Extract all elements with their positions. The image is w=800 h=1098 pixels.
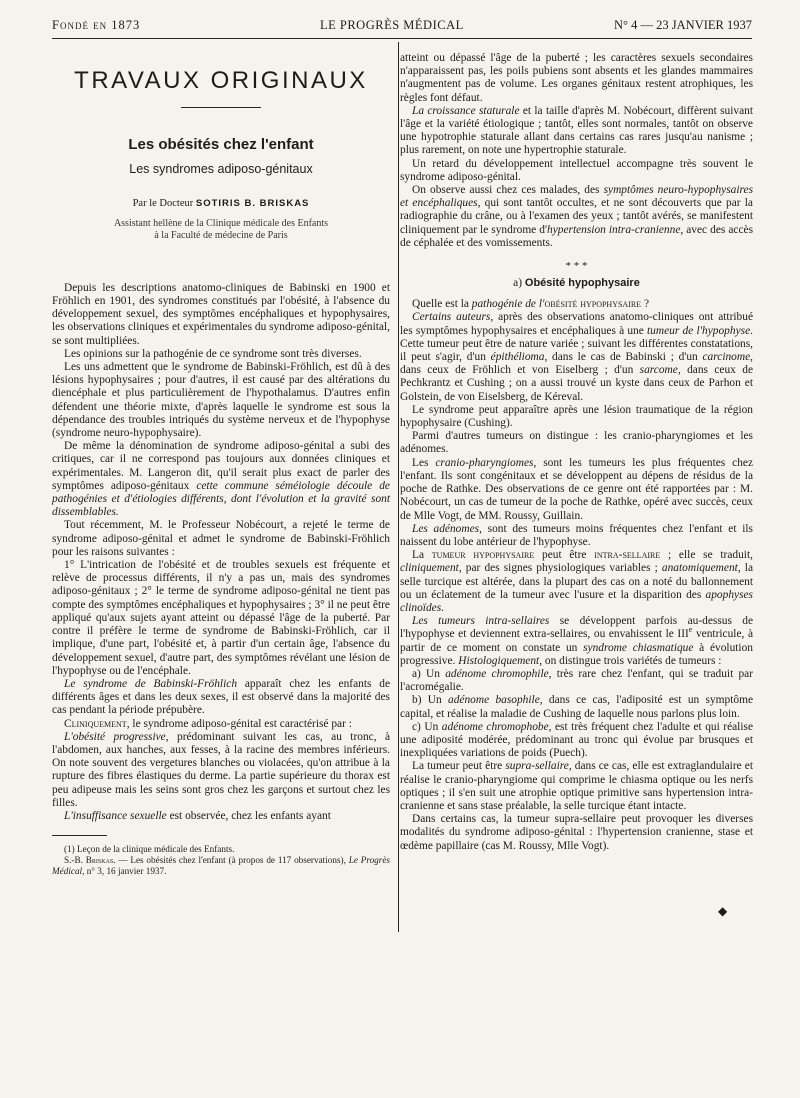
byline-prefix: Par le Docteur xyxy=(132,197,194,209)
text-run: est observée, chez les enfants ayant xyxy=(166,809,331,822)
text-run: , dans ce cas, elle est extraglandulaire et réalise le cranio-pharyngiome qui comprime le chiasma optique ou les nerfs optiques ; il s'en suit une atrophie optique primitive sans hypertension intra-cranienne et sans stase préalable, la selle turcique étant intacte. xyxy=(400,760,753,812)
subsection-title: Obésité hypophysaire xyxy=(524,277,640,290)
text-run: , dans ce cas, l'adiposité est un symptôme capital, et réalise la maladie de Cushing de laquelle nous parlons plus loin. xyxy=(400,694,753,720)
text-run: ? xyxy=(641,298,649,311)
smallcaps-run: Briskas xyxy=(85,855,114,866)
paragraph xyxy=(52,678,390,718)
text-run: et la taille d'après M. Nobécourt, diffèrent suivant l'âge et la variété étiologique ; tantôt, elles sont normales, tantôt on observe une hypotrophie staturale allant dans certains cas rares jusqu'au nanisme ; plus rarement, on note une hypertrophie staturale. xyxy=(400,104,753,157)
italic-run: supra-sellaire xyxy=(505,760,569,773)
text-run: a) Un xyxy=(412,667,446,680)
paragraph: Les uns admettent que le syndrome de Babinski-Fröhlich, est dû à des lésions hypophysaires ; pour d'autres, il est causé par des altérations du diencéphale et plus particulièrement de l'hypothalamus. D'autres enfin défendent une théorie mixte, d'après laquelle le syndrome est sous la dépendance des troubles intriqués du système nerveux et de l'hypophyse (syndrome neuro-hypophysaire). xyxy=(52,361,390,440)
affiliation-line: à la Faculté de médecine de Paris xyxy=(154,229,288,241)
paragraph xyxy=(52,810,390,823)
paragraph: Les opinions sur la pathogénie de ce syndrome sont très diverses. xyxy=(64,347,362,360)
text-run: . — Les obésités chez l'enfant (à propos de 117 observations), xyxy=(113,855,349,866)
text-run: . Cette tumeur peut être de nature variée ; suivant les différentes constatations, il peut s'agir, d'un xyxy=(400,324,753,364)
end-mark-icon: ◆ xyxy=(718,904,728,918)
text-run: Les xyxy=(412,456,436,469)
superscript: e xyxy=(688,625,693,635)
text-run: , sont les tumeurs les plus fréquentes chez l'enfant. Ils sont congénitaux et se développent au dépens de résidus de la poche de Rathke. Des observations de ce genre ont été rapportées par : M. Nobécourt, un cas de tumeur de la poche de Rathke, opéré avec succès, ceux de Mlle Vogt, de MM. Roussy, Guillain. xyxy=(400,456,754,522)
paragraph xyxy=(400,105,753,158)
paragraph xyxy=(52,718,390,731)
italic-run: adénome basophile xyxy=(448,694,540,707)
subsection-heading xyxy=(400,277,753,290)
paragraph: Tout récemment, M. le Professeur Nobécourt, a rejeté le terme de syndrome adiposo-génital et admet le syndrome de Babinski-Fröhlich pour les raisons suivantes : xyxy=(52,519,390,558)
italic-run: hypertension intra-cranienne xyxy=(547,223,681,236)
journal-name: LE PROGRÈS MÉDICAL xyxy=(320,18,464,32)
italic-run: cliniquement xyxy=(400,562,459,575)
paragraph xyxy=(52,731,390,810)
text-run: , on distingue trois variétés de tumeurs : xyxy=(539,654,722,667)
text-run: ; elle se traduit, xyxy=(660,549,753,562)
paragraph xyxy=(400,615,753,668)
text-run: peut être xyxy=(534,549,595,562)
text-run: c) Un xyxy=(412,720,442,733)
subsection-letter: a) xyxy=(513,277,523,290)
text-run: b) Un xyxy=(412,694,449,707)
paragraph xyxy=(400,298,753,311)
footnote-rule xyxy=(52,835,107,836)
smallcaps-run: tumeur hypophysaire xyxy=(431,549,535,562)
paragraph: atteint ou dépassé l'âge de la puberté ; les caractères sexuels secondaires n'apparaissent pas, les poils pubiens sont absents et les glandes mammaires n'augmentent pas de volume. Les organes génitaux restent atrophiques, les règles font défaut. xyxy=(400,52,753,104)
right-column xyxy=(400,52,753,853)
paragraph xyxy=(400,694,753,720)
text-run: On observe aussi chez ces malades, des xyxy=(412,184,604,197)
affiliation-line: Assistant hellène de la Clinique médicale des Enfants xyxy=(113,217,329,229)
paragraph xyxy=(400,760,753,813)
text-run: , le syndrome adiposo-génital est caractérisé par : xyxy=(126,717,352,730)
left-column xyxy=(52,64,390,877)
header-rule xyxy=(52,38,752,39)
paragraph: Depuis les descriptions anatomo-cliniques de Babinski en 1900 et Fröhlich en 1901, des syndromes constitués par l'obésité, à l'absence du développement sexuel, des symptômes encéphaliques et hypophysaires, les observations cliniques et expérimentales du syndrome adiposo-génital, se sont multipliées. xyxy=(52,281,390,347)
paragraph: Un retard du développement intellectuel accompagne très souvent le syndrome adiposo-génital. xyxy=(400,157,753,183)
text-run: Quelle est la xyxy=(412,298,472,311)
text-run: , la selle turcique est altérée, dans la plupart des cas on a noté du ballonnement ou un éclatement de la tumeur avec l'usure et la disparition des xyxy=(400,562,753,601)
text-run: S.-B. xyxy=(64,855,86,866)
paragraph xyxy=(52,440,390,519)
article-subtitle: Les syndromes adiposo-génitaux xyxy=(129,162,313,177)
italic-run: Le syndrome de Babinski-Fröhlich xyxy=(64,677,238,690)
italic-run: adénome chromophobe xyxy=(441,720,549,733)
paragraph xyxy=(400,523,753,549)
italic-run: La croissance staturale xyxy=(412,104,520,117)
italic-run: syndrome chiasmatique xyxy=(583,641,694,654)
italic-run: cette commune séméiologie découle de pathogénies et d'étiologies différents, dont l'évolution et la gravité sont dissemblables. xyxy=(52,479,390,519)
italic-run: adénome chromophile xyxy=(445,667,549,680)
footnote-1: (1) Leçon de la clinique médicale des Enfants. xyxy=(64,844,235,855)
text-run: , après des observations anatomo-cliniques ont attribué les symptômes hypophysaires et encéphaliques à une xyxy=(400,311,753,337)
italic-run: cranio-pharyngiomes xyxy=(435,456,534,469)
text-run: , sont des tumeurs moins fréquentes chez l'enfant et ils naissent du lobe antérieur de l'hypophyse. xyxy=(400,522,753,548)
smallcaps-run: obésité hypophysaire xyxy=(544,298,642,311)
italic-run: anatomiquement xyxy=(661,562,738,575)
text-run: , dans ceux de Pechkrantz et Cushing ; on a aussi trouvé un kyste dans ceux de Parhon et Golstein, de von Eiselsberg, de Kéreval. xyxy=(400,364,753,403)
italic-run: carcinome xyxy=(702,351,751,364)
italic-run: sarcome xyxy=(639,364,678,377)
section-title: TRAVAUX ORIGINAUX xyxy=(74,67,368,94)
italic-run: Histologiquement xyxy=(458,654,540,667)
paragraph xyxy=(400,668,753,694)
byline xyxy=(52,197,390,210)
paragraph xyxy=(400,184,753,250)
text-run: La xyxy=(412,549,432,562)
author-name: SOTIRIS B. BRISKAS xyxy=(195,197,310,209)
article-title: Les obésités chez l'enfant xyxy=(128,136,314,154)
paragraph xyxy=(400,457,753,523)
paragraph: Le syndrome peut apparaître après une lésion traumatique de la région hypophysaire (Cushing). xyxy=(400,403,753,430)
title-rule xyxy=(181,107,261,108)
text-run: , très rare chez l'enfant, qui se traduit par l'acromégalie. xyxy=(400,667,754,694)
italic-run: Les tumeurs intra-sellaires xyxy=(412,615,550,628)
text-run: se développent parfois au-dessus de l'hypophyse et deviennent extra-sellaires, ou envahissent le III xyxy=(400,615,753,641)
italic-run: épithélioma xyxy=(490,351,545,364)
text-run: , dans ceux de Fröhlich et von Eiselberg ; d'un xyxy=(400,351,754,377)
paragraph xyxy=(400,721,753,761)
italic-run: apophyses clinoïdes xyxy=(400,588,753,614)
text-run: à évolution progressive. xyxy=(400,641,753,667)
text-run: , est très fréquent chez l'adulte et qui réalise une adiposité modérée, prédominant au tronc qui évolue par brusques et inexpliquées variations de poids (Puech). xyxy=(400,720,753,760)
text-run: . xyxy=(441,601,444,614)
section-asterism: * * * xyxy=(565,260,588,273)
text-run: , dans le cas de Babinski ; d'un xyxy=(544,351,703,364)
text-run: , n° 3, 16 janvier 1937. xyxy=(82,866,167,877)
italic-run: Certains auteurs xyxy=(412,311,491,324)
italic-run: Les adénomes xyxy=(412,522,480,535)
paragraph xyxy=(400,549,753,615)
issue-label: N° 4 — 23 JANVIER 1937 xyxy=(614,18,752,32)
founded-label: Fondé en 1873 xyxy=(52,18,141,32)
journal-citation: Le Progrès Médical xyxy=(52,855,390,877)
text-run: apparaît chez les enfants de différents âges et dans les deux sexes, il est observé dans la majorité des cas pendant la période prépubère. xyxy=(52,677,390,717)
column-divider xyxy=(398,42,399,932)
paragraph: Parmi d'autres tumeurs on distingue : les cranio-pharyngiomes et les adénomes. xyxy=(400,430,753,456)
italic-run: tumeur de l'hypophyse xyxy=(647,324,751,337)
paragraph: Dans certains cas, la tumeur supra-sellaire peut provoquer les diverses modalités du syndrome adiposo-génital : l'hypertension cranienne, stase et œdème papillaire (cas M. Roussy, Mlle Vogt). xyxy=(400,813,753,852)
smallcaps-run: Cliniquement xyxy=(64,717,127,730)
text-run: ventricule, à partir de ce moment on constate un xyxy=(400,628,753,654)
italic-run: L'obésité progressive xyxy=(64,730,166,743)
author-affiliation xyxy=(52,218,390,242)
italic-run: symptômes neuro-hypophysaires et encéphaliques xyxy=(400,184,754,210)
paragraph: 1° L'intrication de l'obésité et de troubles sexuels est fréquente et relève de processus différents, il n'y a pas un, mais des syndromes adiposo-génitaux ; 2° le terme de syndrome adiposo-génital ne tient pas compte des symptômes encéphaliques et hypophysaires ; 3° il ne peut être appliqué qu'aux sujets ayant atteint ou dépassé l'âge de la puberté. Par contre il préfère le terme de syndrome de Babinski-Fröhlich, car il implique, d'une part, l'obésité et, à partir d'un certain âge, l'absence du développement sexuel, d'autre part, des symptômes révélant une lésion de l'hypophyse ou de l'encéphale. xyxy=(52,559,390,677)
text-run: , qui sont tantôt occultes, et ne sont découverts que par la radiographie du crâne, ou à l'examen des yeux ; tantôt avérés, se manifestent cliniquement par le syndrome d' xyxy=(400,197,753,236)
smallcaps-run: intra-sellaire xyxy=(594,549,661,562)
text-run: De même la dénomination de syndrome adiposo-génital a subi des critiques, car il ne correspond pas toujours aux données cliniques et expérimentales. M. Langeron dit, qu'il serait plus exact de parler des symptômes adiposo-génitaux xyxy=(52,440,390,492)
text-run: , prédominant suivant les cas, au tronc, à l'abdomen, aux hanches, aux fesses, à la racine des membres inférieurs. On note souvent des vergetures blanches ou violacées, qu'on attribue à la rupture des fibres élastiques du derme. La partie supérieure du thorax est peu adipeuse mais les seins sont gros chez les garçons et surtout chez les filles. xyxy=(52,730,391,809)
running-header xyxy=(52,18,752,38)
italic-run: pathogénie de l' xyxy=(471,298,545,311)
italic-run: L'insuffisance sexuelle xyxy=(64,809,167,822)
text-run: , avec des accès de céphalée et des vomissements. xyxy=(400,223,754,249)
footnote-2 xyxy=(52,855,390,877)
paragraph xyxy=(400,311,753,403)
article-body-left xyxy=(52,282,390,823)
text-run: , par des signes physiologiques variables ; xyxy=(458,562,662,575)
text-run: La tumeur peut être xyxy=(412,760,506,773)
